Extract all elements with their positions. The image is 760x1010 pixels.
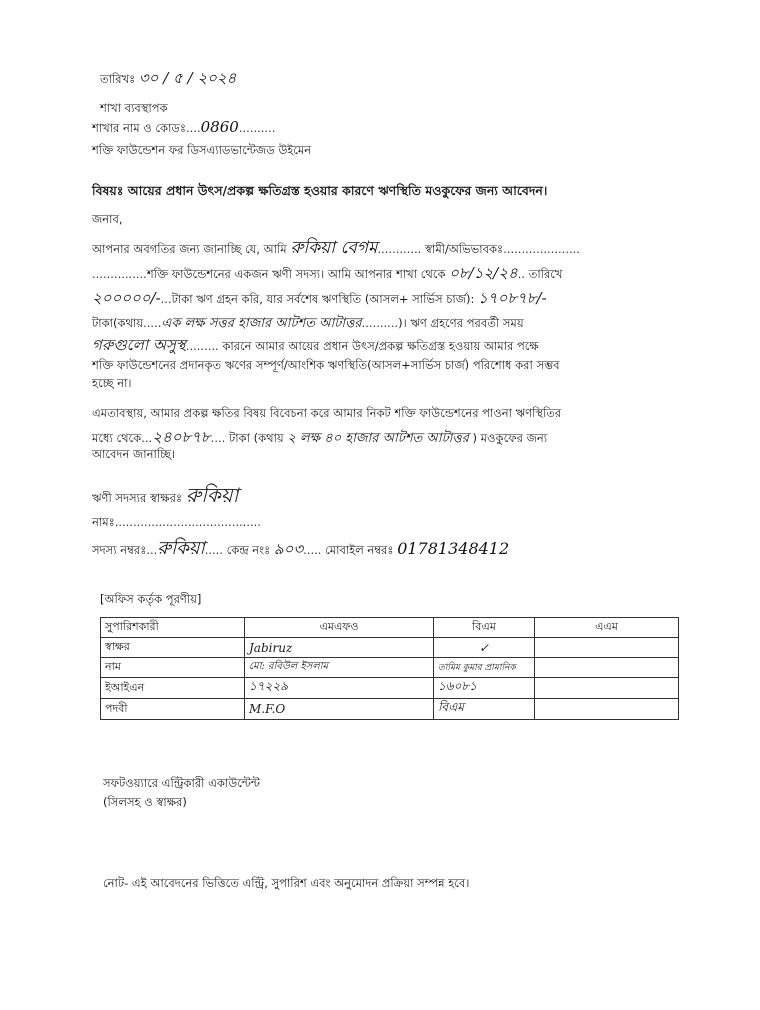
am-name — [535, 658, 679, 678]
body-line-3: ২০০০০০/-...টাকা ঋণ গ্রহন করি, যার সর্বশেষ ঋণস্থিতি (আসল+ সার্ভিস চার্জ): ১৭০৮৭৮/- — [92, 289, 547, 307]
name-label: নামঃ — [92, 515, 115, 529]
row-label: নাম — [101, 658, 245, 678]
mfo-signature: Jabiruz — [245, 638, 434, 658]
loan-date: ০৮/১২/২৪ — [449, 264, 518, 282]
member-signature-line — [92, 483, 239, 507]
row-label: ইআইএন — [101, 678, 245, 699]
table-row — [101, 678, 679, 699]
am-signature — [535, 638, 679, 658]
balance-words: এক লক্ষ সত্তর হাজার আটশত আটাত্তর — [161, 316, 362, 331]
branch-label: শাখার নাম ও কোডঃ — [92, 121, 187, 135]
seal-label: (সিলসহ ও স্বাক্ষর) — [103, 795, 187, 809]
branch-line: শাখার নাম ও কোডঃ....0860.......... — [92, 118, 276, 136]
table-header-cell: সুপারিশকারী — [101, 618, 245, 638]
member-name-line: নামঃ........................................ — [92, 515, 261, 529]
mfo-name: মো: রবিউল ইসলাম — [245, 658, 434, 678]
office-heading: [অফিস কর্তৃক পূরণীয়] — [100, 592, 202, 606]
text-p1h: কারনে আমার আয়ের প্রধান উৎস/প্রকল্প ক্ষতিগ্রস্ত হওয়ায় আমার পক্ষে — [222, 339, 539, 353]
row-label: স্বাক্ষর — [101, 638, 245, 658]
text-p2b: মধ্যে থেকে — [92, 431, 142, 445]
table-row — [101, 638, 679, 658]
body-line-1: আপনার অবগতির জন্য জানাচ্ছি যে, আমি রুকিয়া বেগম............ স্বামী/অভিভাবকঃ..................... — [92, 238, 580, 258]
am-ein — [535, 678, 679, 699]
foundation-name: শক্তি ফাউন্ডেশন ফর ডিসএ্যাডভান্টেজড উইমেন — [92, 143, 312, 157]
date-label: তারিখঃ — [100, 72, 136, 86]
bm-designation: বিএম — [434, 699, 535, 720]
mfo-designation: M.F.O — [245, 699, 434, 720]
table-header-cell: এএম — [535, 618, 679, 638]
table-header-cell: এমএফও — [245, 618, 434, 638]
signature-label: ঋণী সদস্যর স্বাক্ষরঃ — [92, 491, 183, 505]
table-header-row — [101, 618, 679, 638]
body-line-6: শক্তি ফাউন্ডেশনের প্রদানকৃত ঋণের সম্পূর্ণ/আংশিক ঋণস্থিতি(আসল+সার্ভিস চার্জ) পরিশোধ করা সম্ভব — [92, 358, 560, 372]
text-p1b: স্বামী/অভিভাবকঃ — [424, 242, 504, 256]
row-label: পদবী — [101, 699, 245, 720]
table-row — [101, 699, 679, 720]
body-line-10: আবেদন জানাচ্ছি। — [92, 447, 176, 461]
text-p1a: আপনার অবগতির জন্য জানাচ্ছি যে, আমি — [92, 242, 287, 256]
branch-code: 0860 — [200, 118, 239, 136]
mfo-ein: ১৭২২৯ — [245, 678, 434, 699]
mobile-value: 01781348412 — [397, 539, 510, 558]
member-number-line: সদস্য নম্বরঃ...রুকিয়া..... কেন্দ্র নংঃ ৯০৩..... মোবাইল নম্বরঃ 01781348412 — [92, 538, 510, 559]
text-p1e: টাকা ঋণ গ্রহন করি, যার সর্বশেষ ঋণস্থিতি (আসল+ সার্ভিস চার্জ): — [171, 292, 475, 306]
body-line-4: টাকা(কথায়.....এক লক্ষ সত্তর হাজার আটশত আটাত্তর..........)। ঋণ গ্রহণের পরবর্তী সময় — [92, 316, 524, 331]
body-line-9: মধ্যে থেকে...২৪০৮৭৮.... টাকা (কথায় ২ লক্ষ ৪০ হাজার আটশত আটাত্তর ) মওকুফের জন্য — [92, 428, 548, 446]
waiver-amount: ২৪০৮৭৮ — [152, 428, 211, 446]
body-line-7: হচ্ছে না। — [92, 376, 132, 390]
body-line-5: গরুগুলো অসুস্থ......... কারনে আমার আয়ের প্রধান উৎস/প্রকল্প ক্ষতিগ্রস্ত হওয়ায় আমার পক্ষে — [92, 336, 539, 354]
salutation: জনাব, — [92, 212, 123, 226]
bm-signature: ✓ — [434, 638, 535, 658]
bm-name: তামিম কুমার প্রামানিক — [434, 658, 535, 678]
waiver-words: ২ লক্ষ ৪০ হাজার আটশত আটাত্তর — [287, 431, 469, 446]
center-value: ৯০৩ — [273, 540, 304, 558]
table-header-cell: বিএম — [434, 618, 535, 638]
subject-line: বিষয়ঃ আয়ের প্রধান উৎস/প্রকল্প ক্ষতিগ্রস্ত হওয়ার কারণে ঋণস্থিতি মওকুফের জন্য আবেদন। — [92, 183, 548, 198]
member-number-value: রুকিয়া — [157, 538, 205, 559]
accountant-label: সফটওয়্যারে এন্ট্রিকারী একাউন্টেন্ট — [103, 776, 260, 790]
office-table — [100, 617, 679, 720]
text-p1c: শক্তি ফাউন্ডেশনের একজন ঋণী সদস্য। আমি আপনার শাখা থেকে — [146, 267, 446, 281]
text-p2c: টাকা (কথায় — [228, 431, 284, 445]
applicant-name: রুকিয়া বেগম — [290, 238, 378, 258]
mobile-label: মোবাইল নম্বরঃ — [325, 543, 394, 557]
am-designation — [535, 699, 679, 720]
reason: গরুগুলো অসুস্থ — [92, 336, 186, 354]
text-p2d: ) মওকুফের জন্য — [472, 431, 548, 445]
footer-note: নোট- এই আবেদনের ভিত্তিতে এন্ট্রি, সুপারিশ এবং অনুমোদন প্রক্রিয়া সম্পন্ন হবে। — [103, 876, 470, 890]
body-line-2: ...............শক্তি ফাউন্ডেশনের একজন ঋণী সদস্য। আমি আপনার শাখা থেকে ০৮/১২/২৪.. তারিখে — [92, 264, 563, 282]
text-p1g: )। ঋণ গ্রহণের পরবর্তী সময় — [398, 316, 524, 330]
text-p1f: টাকা(কথায় — [92, 316, 144, 330]
loan-amount: ২০০০০০/- — [92, 289, 161, 307]
body-line-8: এমতাবস্থায়, আমার প্রকল্প ক্ষতির বিষয় বিবেচনা করে আমার নিকট শক্তি ফাউন্ডেশনের পাওনা ঋণস্থিতির — [92, 406, 562, 420]
date-line — [100, 70, 236, 88]
manager-label: শাখা ব্যবস্থাপক — [100, 101, 168, 115]
date-value: ৩০ / ৫ / ২০২৪ — [138, 69, 237, 87]
balance-amount: ১৭০৮৭৮/- — [478, 289, 547, 307]
member-number-label: সদস্য নম্বরঃ — [92, 543, 147, 557]
text-p1d: তারিখে — [528, 267, 563, 281]
bm-ein: ১৬০৮১ — [434, 678, 535, 699]
table-row — [101, 658, 679, 678]
member-signature: রুকিয়া — [185, 483, 239, 507]
center-label: কেন্দ্র নংঃ — [226, 543, 271, 557]
